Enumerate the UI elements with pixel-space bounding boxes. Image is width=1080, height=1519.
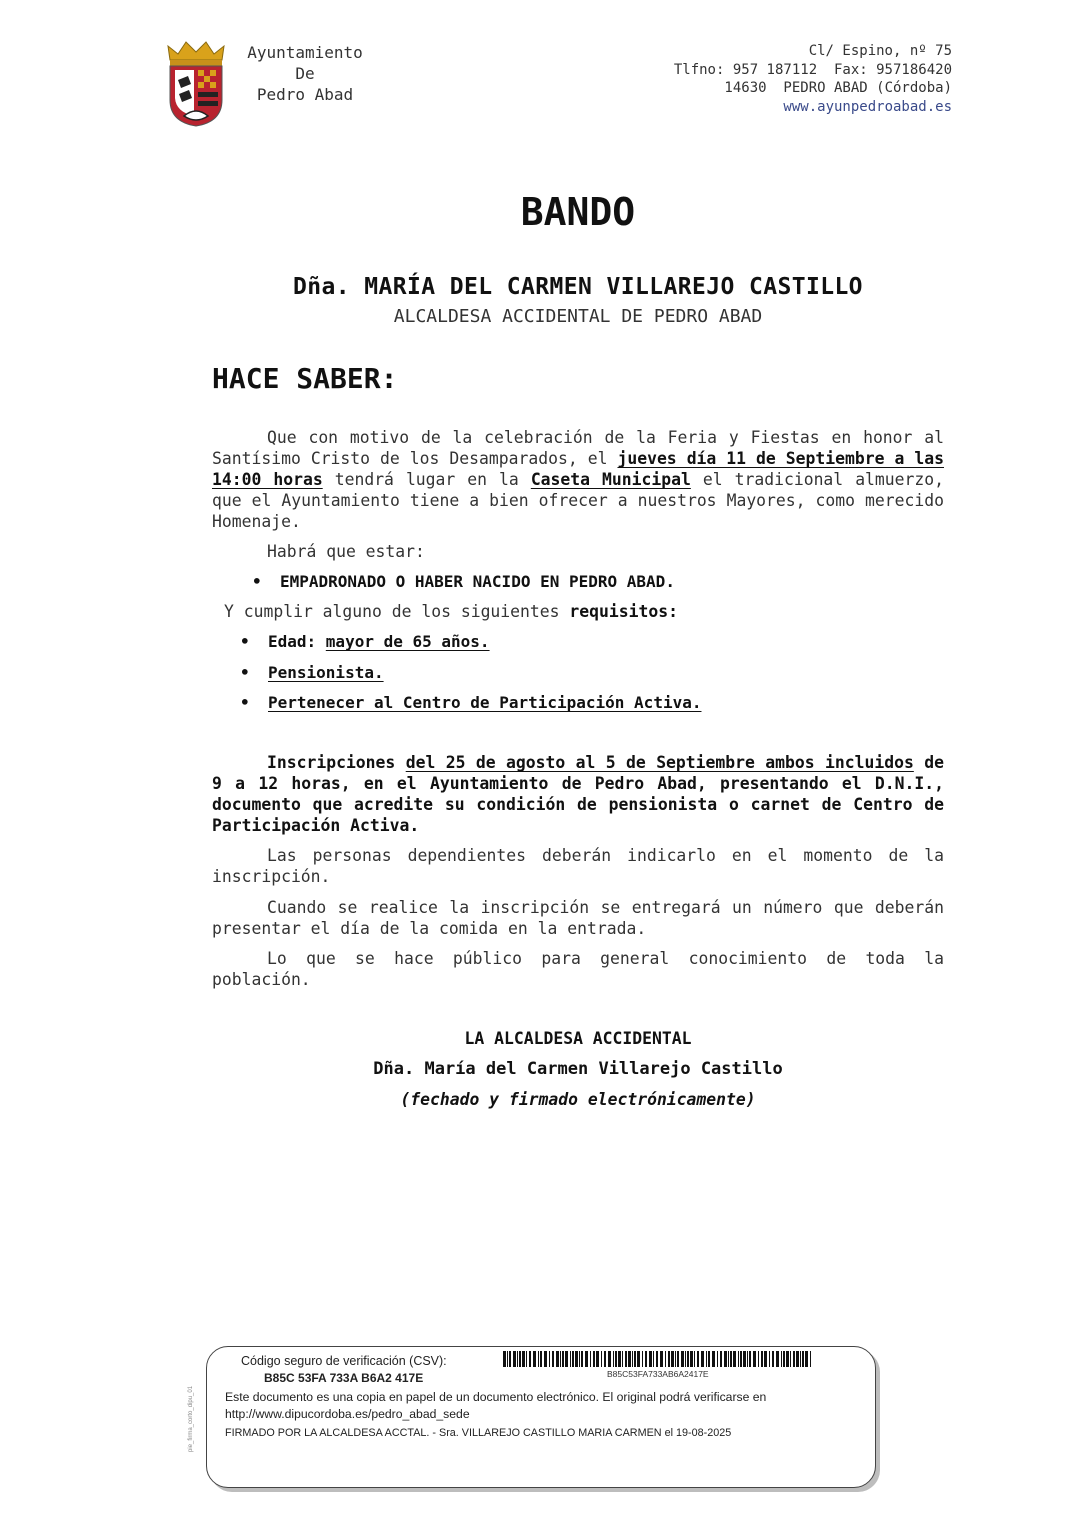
barcode-bar <box>645 1351 647 1367</box>
inscripciones-details: de 9 a 12 horas, en el Ayuntamiento de Pedro Abad, presentando el D.N.I., documento que acredite su condición de pensionista o carnet de Centro de Participación Activa. <box>212 753 944 835</box>
event-location: Caseta Municipal <box>530 470 691 489</box>
centro-text: Pertenecer al Centro de Participación Activa. <box>268 693 702 712</box>
inscripciones-label: Inscripciones <box>267 753 406 772</box>
barcode-bar <box>509 1351 511 1367</box>
barcode-bar <box>560 1351 561 1367</box>
barcode-bar <box>786 1351 789 1367</box>
barcode-bar <box>800 1351 801 1367</box>
numero-paragraph: Cuando se realice la inscripción se entregará un número que deberán presentar el día de la comida en la entrada. <box>212 898 944 938</box>
barcode-bar <box>769 1351 770 1367</box>
barcode-bar <box>665 1351 666 1367</box>
barcode-bar <box>613 1351 614 1367</box>
signed-by: FIRMADO POR LA ALCALDESA ACCTAL. - Sra. VILLAREJO CASTILLO MARIA CARMEN el 19-08-2025 <box>225 1427 732 1439</box>
barcode-bar <box>694 1351 695 1367</box>
city: 14630 PEDRO ABAD (Córdoba) <box>724 80 952 96</box>
barcode-bar <box>522 1351 525 1367</box>
barcode-bar <box>764 1351 767 1367</box>
barcode-bar <box>690 1351 693 1367</box>
barcode-bar <box>513 1351 516 1367</box>
barcode-bar <box>579 1351 580 1367</box>
barcode-bar <box>677 1351 679 1367</box>
intro-text-3: el tradicional almuerzo, que el Ayuntamiento tiene a bien ofrecer a nuestros Mayores, como merecido Homenaje. <box>212 470 944 531</box>
csv-label: Código seguro de verificación (CSV): <box>241 1354 447 1368</box>
barcode-bar <box>622 1351 623 1367</box>
barcode-bar <box>649 1351 652 1367</box>
barcode-bar <box>712 1351 715 1367</box>
barcode-bar <box>562 1351 564 1367</box>
barcode-bar <box>793 1351 795 1367</box>
barcode-bar <box>608 1351 611 1367</box>
barcode-bar <box>740 1351 742 1367</box>
barcode-bar <box>552 1351 554 1367</box>
contact-block <box>674 42 952 116</box>
address: Cl/ Espino, nº 75 <box>808 43 952 59</box>
barcode-bar <box>660 1351 663 1367</box>
barcode-bar <box>642 1351 643 1367</box>
barcode-bar <box>758 1351 759 1367</box>
barcode-bar <box>720 1351 722 1367</box>
barcode-bar <box>743 1351 746 1367</box>
barcode-bar <box>776 1351 779 1367</box>
barcode-bar <box>783 1351 785 1367</box>
barcode-bar <box>671 1351 674 1367</box>
inscripciones-paragraph <box>212 752 944 836</box>
barcode-bar <box>507 1351 508 1367</box>
barcode-bar <box>653 1351 654 1367</box>
barcode-bar <box>540 1351 542 1367</box>
barcode-bar <box>634 1351 636 1367</box>
barcode-bar <box>581 1351 583 1367</box>
barcode-bar <box>796 1351 799 1367</box>
barcode-bar <box>604 1351 606 1367</box>
website-link[interactable]: www.ayunpedroabad.es <box>783 98 952 115</box>
barcode-bar <box>730 1351 732 1367</box>
barcode-bar <box>575 1351 578 1367</box>
barcode-bar <box>615 1351 617 1367</box>
requisitos-lead-text: Y cumplir alguno de los siguientes <box>224 602 570 621</box>
barcode-bar <box>529 1351 531 1367</box>
barcode-bar <box>810 1351 811 1367</box>
barcode-bar <box>585 1351 588 1367</box>
coat-of-arms-icon <box>162 40 230 128</box>
document-title: BANDO <box>520 190 636 234</box>
barcode-bar <box>724 1351 727 1367</box>
barcode-bar <box>738 1351 739 1367</box>
barcode-bar <box>593 1351 595 1367</box>
barcode-bar <box>761 1351 763 1367</box>
signature-note: (fechado y firmado electrónicamente) <box>400 1090 756 1109</box>
barcode-bar <box>728 1351 729 1367</box>
barcode-bar <box>708 1351 710 1367</box>
barcode-bar <box>805 1351 808 1367</box>
barcode-bar <box>681 1351 684 1367</box>
edad-label: Edad: <box>268 632 326 651</box>
side-code: pie_firma_corto_dipu_01 <box>188 1385 194 1452</box>
requisitos-lead <box>224 601 944 622</box>
bullet-empadronado-text: EMPADRONADO O HABER NACIDO EN PEDRO ABAD. <box>280 572 675 591</box>
barcode-bar <box>747 1351 748 1367</box>
bullet-dot: • <box>252 572 262 591</box>
barcode-text: B85C53FA733AB6A2417E <box>607 1369 709 1379</box>
barcode-bar <box>632 1351 633 1367</box>
barcode-bar <box>749 1351 751 1367</box>
barcode-icon <box>503 1351 815 1367</box>
barcode-bar <box>549 1351 550 1367</box>
bullet-dot: • <box>240 663 250 682</box>
barcode-bar <box>753 1351 756 1367</box>
bullet-dot: • <box>240 693 250 712</box>
requisitos-label: requisitos: <box>569 602 678 621</box>
phone-fax: Tlfno: 957 187112 Fax: 957186420 <box>673 61 952 78</box>
barcode-bar <box>697 1351 699 1367</box>
barcode-bar <box>526 1351 527 1367</box>
barcode-bar <box>625 1351 627 1367</box>
barcode-bar <box>656 1351 658 1367</box>
barcode-bar <box>556 1351 559 1367</box>
barcode-bar <box>565 1351 568 1367</box>
inscripciones-dates: del 25 de agosto al 5 de Septiembre ambos incluidos <box>405 753 914 772</box>
barcode-bar <box>706 1351 707 1367</box>
event-datetime: jueves día 11 de Septiembre a las 14:00 horas <box>212 449 944 489</box>
hace-saber-heading: HACE SABER: <box>212 362 398 395</box>
barcode-bar <box>772 1351 774 1367</box>
barcode-bar <box>668 1351 670 1367</box>
signature-role: LA ALCALDESA ACCIDENTAL <box>464 1029 692 1048</box>
barcode-bar <box>503 1351 506 1367</box>
barcode-bar <box>618 1351 621 1367</box>
barcode-bar <box>544 1351 547 1367</box>
barcode-bar <box>802 1351 804 1367</box>
habra-que-estar: Habrá que estar: <box>267 542 425 561</box>
barcode-bar <box>519 1351 521 1367</box>
barcode-bar <box>596 1351 599 1367</box>
csv-code: B85C 53FA 733A B6A2 417E <box>264 1371 424 1385</box>
pensionista-text: Pensionista. <box>268 663 384 682</box>
bullet-dot: • <box>240 632 250 651</box>
barcode-bar <box>701 1351 704 1367</box>
intro-text-2: tendrá lugar en la <box>322 470 531 489</box>
mayor-name: Dña. MARÍA DEL CARMEN VILLAREJO CASTILLO <box>293 274 863 300</box>
barcode-bar <box>628 1351 631 1367</box>
barcode-bar <box>570 1351 571 1367</box>
barcode-bar <box>781 1351 782 1367</box>
signature-name: Dña. María del Carmen Villarejo Castillo <box>373 1059 783 1079</box>
barcode-bar <box>533 1351 536 1367</box>
barcode-bar <box>733 1351 736 1367</box>
intro-paragraph <box>212 427 944 532</box>
copy-notice: Este documento es una copia en papel de un documento electrónico. El original podrá verificarse en http://www.dipucordoba.es/pedro_abad_sede <box>225 1390 767 1421</box>
dependientes-paragraph: Las personas dependientes deberán indicarlo en el momento de la inscripción. <box>212 846 944 886</box>
barcode-bar <box>637 1351 640 1367</box>
org-line-3: Pedro Abad <box>256 85 354 104</box>
barcode-bar <box>675 1351 676 1367</box>
barcode-bar <box>790 1351 791 1367</box>
barcode-bar <box>687 1351 689 1367</box>
org-line-1: Ayuntamiento <box>247 43 363 62</box>
verification-box <box>206 1346 876 1488</box>
municipality-name <box>232 42 378 105</box>
intro-text-1: Que con motivo de la celebración de la Feria y Fiestas en honor al Santísimo Cristo de los Desamparados, el <box>212 428 944 468</box>
barcode-bar <box>517 1351 518 1367</box>
barcode-bar <box>590 1351 591 1367</box>
barcode-bar <box>717 1351 718 1367</box>
org-line-2: De <box>295 64 315 83</box>
barcode-bar <box>572 1351 574 1367</box>
barcode-bar <box>538 1351 539 1367</box>
mayor-position: ALCALDESA ACCIDENTAL DE PEDRO ABAD <box>393 306 763 327</box>
barcode-bar <box>601 1351 602 1367</box>
edad-value: mayor de 65 años. <box>325 632 490 651</box>
barcode-bar <box>685 1351 686 1367</box>
publico-paragraph: Lo que se hace público para general conocimiento de toda la población. <box>212 949 944 989</box>
